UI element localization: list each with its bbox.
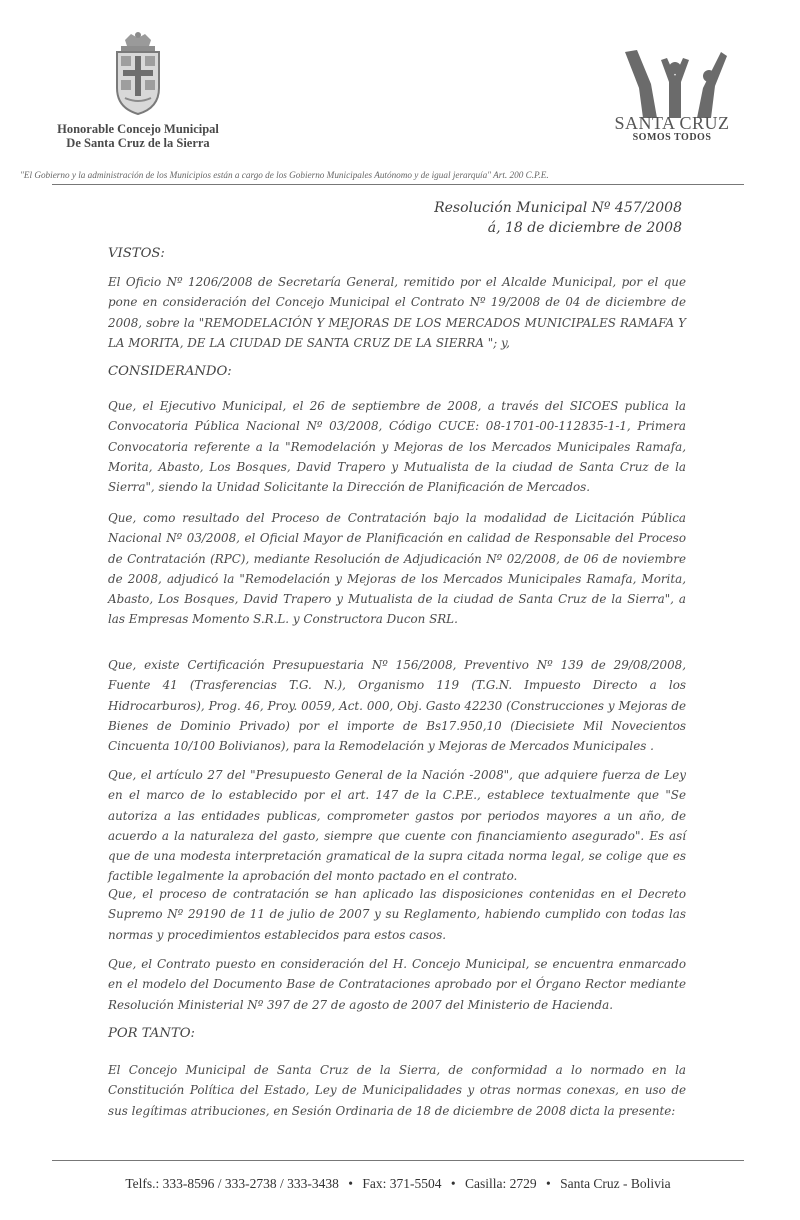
council-city: De Santa Cruz de la Sierra <box>66 136 210 150</box>
footer-phones: Telfs.: 333-8596 / 333-2738 / 333-3438 <box>125 1176 339 1191</box>
paragraph-convocatoria: Que, el Ejecutivo Municipal, el 26 de septiembre de 2008, a través del SICOES publica la Convocatoria Pública Nacional Nº 03/2008, Código CUCE: 08-1701-00-112835-1-1, Primera Convocatoria referente a la "Remodelación y Mejoras de los Mercados Municipales Ramafa, Morita, Abasto, Los Bosques, David Trapero y Mutualista de la ciudad de Santa Cruz de la Sierra", siendo la Unidad Solicitante la Dirección de Planificación de Mercados. <box>108 399 686 495</box>
paragraph-decreto: Que, el proceso de contratación se han aplicado las disposiciones contenidas en el Decreto Supremo Nº 29190 de 11 de julio de 2007 y su Reglamento, habiendo cumplido con todas las normas y procedimientos establecidos para estos casos. <box>108 887 686 942</box>
bullet-separator-icon: • <box>348 1176 353 1191</box>
brand-tagline: SOMOS TODOS <box>632 132 712 143</box>
header-divider <box>52 184 744 185</box>
council-name: Honorable Concejo Municipal <box>57 122 219 136</box>
footer-casilla: Casilla: 2729 <box>464 1176 537 1191</box>
resolution-number: Resolución Municipal Nº 457/2008 <box>434 200 682 216</box>
paragraph-documento-base: Que, el Contrato puesto en consideración del H. Concejo Municipal, se encuentra enmarcado en el modelo del Documento Base de Contrataciones aprobado por el Órgano Rector mediante Resolución Ministerial Nº 397 de 27 de agosto de 2007 del Ministerio de Hacienda. <box>108 957 686 1012</box>
section-por-tanto: POR TANTO: <box>108 1026 195 1041</box>
paragraph-por-tanto: El Concejo Municipal de Santa Cruz de la Sierra, de conformidad a lo normado en la Constitución Política del Estado, Ley de Municipalidades y otras normas conexas, en uso de sus legítimas atribuciones, en Sesión Ordinaria de 18 de diciembre de 2008 dicta la presente: <box>108 1063 686 1118</box>
footer-fax: Fax: 371-5504 <box>362 1176 442 1191</box>
section-vistos: VISTOS: <box>108 246 165 261</box>
bullet-separator-icon: • <box>545 1176 551 1191</box>
paragraph-certificacion: Que, existe Certificación Presupuestaria Nº 156/2008, Preventivo Nº 139 de 29/08/2008, Fuente 41 (Trasferencias T.G. N.), Organismo 119 (T.G.N. Impuesto Directo a los Hidrocarburos), Prog. 46, Proy. 0059, Act. 000, Obj. Gasto 42230 (Construcciones y Mejoras de Bienes de Dominio Privado) por el importe de Bs17.950,10 (Diecisiete Mil Novecientos Cincuenta 10/100 Bolivianos), para la Remodelación y Mejoras de Mercados Municipales . <box>108 658 686 754</box>
paragraph-adjudicacion: Que, como resultado del Proceso de Contratación bajo la modalidad de Licitación Pública Nacional Nº 03/2008, el Oficial Mayor de Planificación en calidad de Responsable del Proceso de Contratación (RPC), mediante Resolución de Adjudicación Nº 02/2008, de 06 de noviembre de 2008, adjudicó la "Remodelación y Mejoras de los Mercados Municipales Ramafa, Morita, Abasto, Los Bosques, David Trapero y Mutualista de la ciudad de Santa Cruz de la Sierra", a las Empresas Momento S.R.L. y Constructora Ducon SRL. <box>108 511 686 627</box>
santa-cruz-figures-logo-icon <box>617 48 727 120</box>
footer-divider <box>52 1160 744 1161</box>
paragraph-vistos: El Oficio Nº 1206/2008 de Secretaría General, remitido por el Alcalde Municipal, por el que pone en consideración del Concejo Municipal el Contrato Nº 19/2008 de 04 de diciembre de 2008, sobre la "REMODELACIÓN Y MEJORAS DE LOS MERCADOS MUNICIPALES RAMAFA Y LA MORITA, DE LA CIUDAD DE SANTA CRUZ DE LA SIERRA "; y, <box>108 275 686 350</box>
council-letterhead <box>48 30 228 150</box>
footer-city: Santa Cruz - Bolivia <box>560 1176 671 1191</box>
brand-name: SANTA CRUZ <box>614 113 730 133</box>
constitutional-motto: "El Gobierno y la administración de los Municipios están a cargo de los Gobierno Municipales Autónomo y de igual jerarquía" Art. 200 C.P.E. <box>20 170 549 180</box>
section-considerando: CONSIDERANDO: <box>108 364 232 379</box>
city-brand <box>592 48 752 144</box>
resolution-heading <box>330 198 682 238</box>
coat-of-arms-icon <box>103 30 173 118</box>
paragraph-presupuesto: Que, el artículo 27 del "Presupuesto General de la Nación -2008", que adquiere fuerza de Ley en el marco de lo establecido por el art. 147 de la C.P.E., establece textualmente que "Se autoriza a las entidades publicas, comprometer gastos por periodos mayores a un año, de acuerdo a la naturaleza del gasto, siempre que cuente con financiamiento asegurado". Es así que de una modesta interpretación gramatical de la supra citada norma legal, se colige que es factible legalmente la aprobación del monto pactado en el contrato. <box>108 768 686 884</box>
resolution-date: á, 18 de diciembre de 2008 <box>487 220 682 236</box>
bullet-separator-icon: • <box>450 1176 456 1191</box>
footer-contact <box>52 1176 744 1192</box>
